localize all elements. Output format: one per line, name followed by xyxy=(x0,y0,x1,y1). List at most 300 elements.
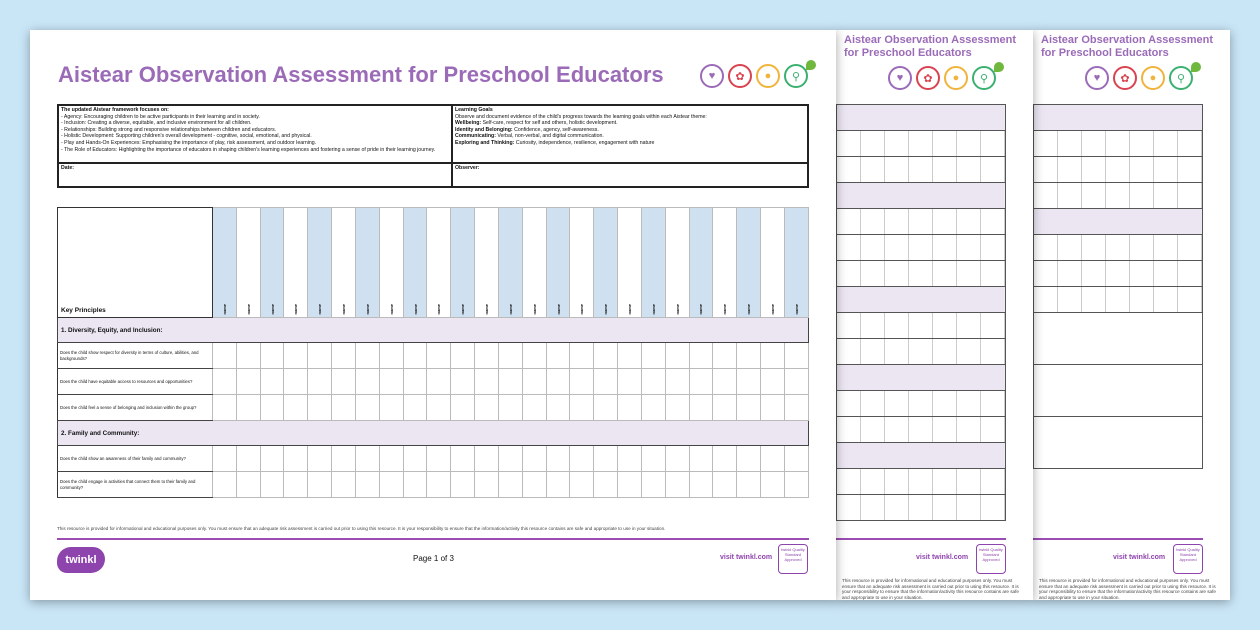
observation-cell[interactable] xyxy=(355,343,379,369)
observation-cell[interactable] xyxy=(909,209,933,234)
name-column-header[interactable] xyxy=(355,208,379,318)
observation-cell[interactable] xyxy=(379,395,403,421)
observation-cell[interactable] xyxy=(1058,157,1082,182)
observation-cell[interactable] xyxy=(933,313,957,338)
name-label: name xyxy=(698,303,704,314)
observation-cell[interactable] xyxy=(1034,183,1058,208)
observation-cell[interactable] xyxy=(957,131,981,156)
observation-cell[interactable] xyxy=(332,446,356,472)
observation-cell[interactable] xyxy=(308,369,332,395)
question-text: Does the child have equitable access to resources and opportunities? xyxy=(58,369,213,395)
name-column-header[interactable] xyxy=(689,208,713,318)
observation-cell[interactable] xyxy=(403,446,427,472)
question-text: Does the child show an awareness of their family and community? xyxy=(58,446,213,472)
observation-cell[interactable] xyxy=(236,369,260,395)
observation-cell[interactable] xyxy=(861,209,885,234)
observation-cell[interactable] xyxy=(1082,157,1106,182)
observation-cell[interactable] xyxy=(837,391,861,416)
observation-cell[interactable] xyxy=(546,395,570,421)
name-column-header[interactable] xyxy=(665,208,689,318)
observation-cell[interactable] xyxy=(837,495,861,520)
observation-cell[interactable] xyxy=(403,369,427,395)
name-label: name xyxy=(364,303,370,314)
observation-cell[interactable] xyxy=(1034,157,1058,182)
observation-cell[interactable] xyxy=(618,446,642,472)
observation-cell[interactable] xyxy=(522,343,546,369)
observation-cell[interactable] xyxy=(957,417,981,442)
observation-cell[interactable] xyxy=(570,343,594,369)
observation-cell[interactable] xyxy=(1130,131,1154,156)
observation-cell[interactable] xyxy=(957,313,981,338)
observation-cell[interactable] xyxy=(981,261,1005,286)
observation-cell[interactable] xyxy=(837,261,861,286)
observation-cell[interactable] xyxy=(451,395,475,421)
observation-cell[interactable] xyxy=(1082,287,1106,312)
observation-cell[interactable] xyxy=(213,369,237,395)
observation-cell[interactable] xyxy=(236,472,260,498)
observation-cell[interactable] xyxy=(403,343,427,369)
observation-cell[interactable] xyxy=(861,495,885,520)
observation-cell[interactable] xyxy=(308,395,332,421)
observation-cell[interactable] xyxy=(1106,235,1130,260)
observation-cell[interactable] xyxy=(981,235,1005,260)
observation-cell[interactable] xyxy=(1106,157,1130,182)
observation-cell[interactable] xyxy=(498,369,522,395)
observation-cell[interactable] xyxy=(1178,261,1202,286)
observation-cell[interactable] xyxy=(546,343,570,369)
observation-cell[interactable] xyxy=(861,313,885,338)
observation-cell[interactable] xyxy=(641,369,665,395)
observation-cell[interactable] xyxy=(1130,235,1154,260)
observation-cell[interactable] xyxy=(981,495,1005,520)
observation-cell[interactable] xyxy=(1034,131,1058,156)
observation-cell[interactable] xyxy=(355,472,379,498)
observation-cell[interactable] xyxy=(837,235,861,260)
visit-link[interactable]: visit twinkl.com xyxy=(720,554,773,561)
observation-cell[interactable] xyxy=(1058,183,1082,208)
observation-cell[interactable] xyxy=(1058,261,1082,286)
observation-cell[interactable] xyxy=(355,446,379,472)
observation-cell[interactable] xyxy=(213,472,237,498)
observation-cell[interactable] xyxy=(355,369,379,395)
observation-cell[interactable] xyxy=(861,391,885,416)
observation-cell[interactable] xyxy=(885,209,909,234)
observation-cell[interactable] xyxy=(1154,131,1178,156)
observation-cell[interactable] xyxy=(761,446,785,472)
observation-cell[interactable] xyxy=(498,472,522,498)
observation-cell[interactable] xyxy=(1106,261,1130,286)
observation-cell[interactable] xyxy=(570,446,594,472)
observation-cell[interactable] xyxy=(641,472,665,498)
observation-cell[interactable] xyxy=(308,472,332,498)
observation-cell[interactable] xyxy=(1034,261,1058,286)
observation-cell[interactable] xyxy=(641,446,665,472)
observation-cell[interactable] xyxy=(475,343,499,369)
observation-cell[interactable] xyxy=(665,472,689,498)
observation-cell[interactable] xyxy=(1082,261,1106,286)
observation-cell[interactable] xyxy=(909,339,933,364)
observation-cell[interactable] xyxy=(761,343,785,369)
observation-cell[interactable] xyxy=(641,395,665,421)
observation-cell[interactable] xyxy=(837,313,861,338)
name-column-header[interactable] xyxy=(236,208,260,318)
observation-cell[interactable] xyxy=(546,369,570,395)
observation-cell[interactable] xyxy=(689,395,713,421)
observation-cell[interactable] xyxy=(1154,183,1178,208)
name-column-header[interactable] xyxy=(761,208,785,318)
observation-cell[interactable] xyxy=(332,472,356,498)
observation-cell[interactable] xyxy=(1130,261,1154,286)
observation-cell[interactable] xyxy=(260,369,284,395)
observation-cell[interactable] xyxy=(784,395,808,421)
observation-cell[interactable] xyxy=(885,391,909,416)
observation-cell[interactable] xyxy=(1106,131,1130,156)
observation-cell[interactable] xyxy=(957,157,981,182)
observation-cell[interactable] xyxy=(981,339,1005,364)
observation-cell[interactable] xyxy=(981,469,1005,494)
name-label: name xyxy=(507,303,513,314)
observation-cell[interactable] xyxy=(308,343,332,369)
name-column-header[interactable] xyxy=(522,208,546,318)
observation-cell[interactable] xyxy=(570,369,594,395)
observation-cell[interactable] xyxy=(594,369,618,395)
observation-cell[interactable] xyxy=(957,261,981,286)
observation-cell[interactable] xyxy=(1106,183,1130,208)
section-row xyxy=(1033,105,1203,131)
observation-cell[interactable] xyxy=(260,343,284,369)
goal-item xyxy=(455,140,805,147)
name-column-header[interactable] xyxy=(570,208,594,318)
visit-link[interactable]: visit twinkl.com xyxy=(916,554,969,561)
observation-cell[interactable] xyxy=(761,472,785,498)
observation-cell[interactable] xyxy=(522,395,546,421)
observation-cell[interactable] xyxy=(933,495,957,520)
observation-cell[interactable] xyxy=(451,369,475,395)
name-column-header[interactable] xyxy=(498,208,522,318)
observer-field[interactable] xyxy=(452,163,808,187)
framework-item: - Play and Hands-On Experiences: Emphasising the importance of play, risk assessment, and outdoor learning. xyxy=(61,139,317,146)
observation-cell[interactable] xyxy=(981,157,1005,182)
observation-cell[interactable] xyxy=(594,472,618,498)
observation-cell[interactable] xyxy=(665,343,689,369)
observation-cell[interactable] xyxy=(837,131,861,156)
observation-cell[interactable] xyxy=(957,339,981,364)
observation-cell[interactable] xyxy=(737,446,761,472)
table-row xyxy=(1033,417,1203,469)
observation-cell[interactable] xyxy=(475,446,499,472)
observation-cell[interactable] xyxy=(1058,235,1082,260)
observation-cell[interactable] xyxy=(689,369,713,395)
question-text: Does the child feel a sense of belonging and inclusion within the group? xyxy=(58,395,213,421)
name-column-header[interactable] xyxy=(213,208,237,318)
name-column-header[interactable] xyxy=(260,208,284,318)
table-row xyxy=(836,235,1006,261)
observation-cell[interactable] xyxy=(1034,235,1058,260)
observation-cell[interactable] xyxy=(909,469,933,494)
name-column-header[interactable] xyxy=(713,208,737,318)
name-column-header[interactable] xyxy=(427,208,451,318)
observation-cell[interactable] xyxy=(837,469,861,494)
observation-cell[interactable] xyxy=(933,131,957,156)
observation-cell[interactable] xyxy=(1178,183,1202,208)
observation-cell[interactable] xyxy=(1130,287,1154,312)
observation-cell[interactable] xyxy=(885,261,909,286)
observation-cell[interactable] xyxy=(737,472,761,498)
observation-cell[interactable] xyxy=(713,369,737,395)
name-column-header[interactable] xyxy=(546,208,570,318)
observation-cell[interactable] xyxy=(641,343,665,369)
observation-cell[interactable] xyxy=(885,235,909,260)
observation-cell[interactable] xyxy=(933,157,957,182)
name-column-header[interactable] xyxy=(641,208,665,318)
observation-cell[interactable] xyxy=(284,369,308,395)
observation-cell[interactable] xyxy=(981,417,1005,442)
observation-cell[interactable] xyxy=(498,395,522,421)
observation-cell[interactable] xyxy=(475,472,499,498)
observation-cell[interactable] xyxy=(957,469,981,494)
observation-cell[interactable] xyxy=(260,395,284,421)
name-label: name xyxy=(269,303,275,314)
observation-cell[interactable] xyxy=(1082,235,1106,260)
observation-cell[interactable] xyxy=(236,395,260,421)
name-column-header[interactable] xyxy=(379,208,403,318)
observation-cell[interactable] xyxy=(933,209,957,234)
observation-cell[interactable] xyxy=(909,417,933,442)
observation-cell[interactable] xyxy=(213,446,237,472)
observation-cell[interactable] xyxy=(784,472,808,498)
observation-cell[interactable] xyxy=(475,369,499,395)
observation-cell[interactable] xyxy=(933,261,957,286)
observation-cell[interactable] xyxy=(1154,261,1178,286)
observation-cell[interactable] xyxy=(861,417,885,442)
name-column-header[interactable] xyxy=(594,208,618,318)
goal-item xyxy=(455,127,805,134)
observation-cell[interactable] xyxy=(909,313,933,338)
leaf-icon xyxy=(994,62,1004,72)
observation-cell[interactable] xyxy=(909,495,933,520)
observation-cell[interactable] xyxy=(909,131,933,156)
observation-cell[interactable] xyxy=(909,261,933,286)
goal-label: Exploring and Thinking: xyxy=(455,139,515,146)
table-row xyxy=(836,339,1006,365)
assessment-table xyxy=(57,207,809,498)
observation-cell[interactable] xyxy=(451,343,475,369)
observation-cell[interactable] xyxy=(594,446,618,472)
observation-cell[interactable] xyxy=(1058,131,1082,156)
observation-cell[interactable] xyxy=(861,469,885,494)
observation-cell[interactable] xyxy=(933,391,957,416)
observation-cell[interactable] xyxy=(885,313,909,338)
observation-cell[interactable] xyxy=(1130,157,1154,182)
observation-cell[interactable] xyxy=(737,395,761,421)
observation-cell[interactable] xyxy=(236,343,260,369)
observation-cell[interactable] xyxy=(332,395,356,421)
observation-cell[interactable] xyxy=(861,131,885,156)
observation-cell[interactable] xyxy=(981,313,1005,338)
observation-cell[interactable] xyxy=(784,369,808,395)
observation-cell[interactable] xyxy=(236,446,260,472)
disclaimer: This resource is provided for informational and educational purposes only. You must ensure that an adequate risk assessment is carried out prior to using this resource. It is your responsibility to ensure that the information/activity this resource contains are safe and appropriate to use in your situation. xyxy=(57,526,666,531)
observation-cell[interactable] xyxy=(737,343,761,369)
observation-cell[interactable] xyxy=(355,395,379,421)
observation-cell[interactable] xyxy=(981,391,1005,416)
observation-cell[interactable] xyxy=(618,472,642,498)
observation-cell[interactable] xyxy=(1154,287,1178,312)
observation-cell[interactable] xyxy=(570,472,594,498)
observation-cell[interactable] xyxy=(1130,183,1154,208)
observation-cell[interactable] xyxy=(933,235,957,260)
observation-cell[interactable] xyxy=(761,369,785,395)
name-label: name xyxy=(221,303,227,314)
observation-cell[interactable] xyxy=(379,369,403,395)
name-column-header[interactable] xyxy=(332,208,356,318)
observation-cell[interactable] xyxy=(379,472,403,498)
observation-cell[interactable] xyxy=(213,343,237,369)
observation-cell[interactable] xyxy=(1106,287,1130,312)
observation-cell[interactable] xyxy=(981,131,1005,156)
observation-cell[interactable] xyxy=(885,131,909,156)
observation-cell[interactable] xyxy=(1034,287,1058,312)
observation-cell[interactable] xyxy=(594,343,618,369)
observation-cell[interactable] xyxy=(1154,157,1178,182)
observation-cell[interactable] xyxy=(284,395,308,421)
observation-cell[interactable] xyxy=(522,472,546,498)
observation-cell[interactable] xyxy=(284,446,308,472)
observation-cell[interactable] xyxy=(427,446,451,472)
disclaimer: This resource is provided for informational and educational purposes only. You must ensure that an adequate risk assessment is carried out prior to using this resource. It is your responsibility to ensure that the information/activity this resource contains are safe and appropriate to use in your situation. xyxy=(842,578,1019,600)
visit-link[interactable]: visit twinkl.com xyxy=(1113,554,1166,561)
name-column-header[interactable] xyxy=(284,208,308,318)
page-title: Aistear Observation Assessment for Preschool Educators xyxy=(58,62,664,87)
observation-cell[interactable] xyxy=(933,469,957,494)
observation-cell[interactable] xyxy=(909,391,933,416)
observation-cell[interactable] xyxy=(332,343,356,369)
observation-cell[interactable] xyxy=(837,209,861,234)
table-row xyxy=(1033,287,1203,313)
observation-cell[interactable] xyxy=(594,395,618,421)
observation-cell[interactable] xyxy=(713,446,737,472)
observation-cell[interactable] xyxy=(784,446,808,472)
observation-cell[interactable] xyxy=(665,369,689,395)
name-column-header[interactable] xyxy=(403,208,427,318)
observation-cell[interactable] xyxy=(379,446,403,472)
observer-label: Observer: xyxy=(455,165,480,171)
observation-cell[interactable] xyxy=(689,472,713,498)
observation-cell[interactable] xyxy=(427,395,451,421)
observation-cell[interactable] xyxy=(885,469,909,494)
observation-cell[interactable] xyxy=(885,417,909,442)
observation-cell[interactable] xyxy=(885,157,909,182)
observation-cell[interactable] xyxy=(498,343,522,369)
observation-cell[interactable] xyxy=(284,343,308,369)
observation-cell[interactable] xyxy=(451,472,475,498)
observation-cell[interactable] xyxy=(837,339,861,364)
observation-cell[interactable] xyxy=(761,395,785,421)
observation-cell[interactable] xyxy=(837,417,861,442)
observation-cell[interactable] xyxy=(909,235,933,260)
name-column-header[interactable] xyxy=(618,208,642,318)
observation-cell[interactable] xyxy=(618,369,642,395)
observation-cell[interactable] xyxy=(957,495,981,520)
section-row xyxy=(58,318,809,343)
date-field[interactable] xyxy=(58,163,452,187)
observation-cell[interactable] xyxy=(1082,131,1106,156)
observation-cell[interactable] xyxy=(403,472,427,498)
observation-cell[interactable] xyxy=(522,369,546,395)
observation-cell[interactable] xyxy=(861,157,885,182)
observation-cell[interactable] xyxy=(427,343,451,369)
observation-cell[interactable] xyxy=(260,446,284,472)
observation-cell[interactable] xyxy=(861,261,885,286)
observation-cell[interactable] xyxy=(861,339,885,364)
observation-cell[interactable] xyxy=(1082,183,1106,208)
observation-cell[interactable] xyxy=(475,395,499,421)
observation-cell[interactable] xyxy=(837,157,861,182)
observation-cell[interactable] xyxy=(909,157,933,182)
observation-cell[interactable] xyxy=(957,209,981,234)
observation-cell[interactable] xyxy=(379,343,403,369)
observation-cell[interactable] xyxy=(957,235,981,260)
name-column-header[interactable] xyxy=(475,208,499,318)
observation-cell[interactable] xyxy=(618,395,642,421)
observation-cell[interactable] xyxy=(213,395,237,421)
observation-cell[interactable] xyxy=(1058,287,1082,312)
observation-cell[interactable] xyxy=(498,446,522,472)
observation-cell[interactable] xyxy=(957,391,981,416)
observation-cell[interactable] xyxy=(981,209,1005,234)
observation-cell[interactable] xyxy=(689,343,713,369)
observation-cell[interactable] xyxy=(737,369,761,395)
observation-cell[interactable] xyxy=(861,235,885,260)
name-column-header[interactable] xyxy=(451,208,475,318)
observation-cell[interactable] xyxy=(665,446,689,472)
name-column-header[interactable] xyxy=(308,208,332,318)
observation-cell[interactable] xyxy=(451,446,475,472)
observation-cell[interactable] xyxy=(713,343,737,369)
observation-cell[interactable] xyxy=(427,472,451,498)
observation-cell[interactable] xyxy=(1178,157,1202,182)
observation-cell[interactable] xyxy=(308,446,332,472)
observation-cell[interactable] xyxy=(403,395,427,421)
observation-cell[interactable] xyxy=(546,446,570,472)
observation-cell[interactable] xyxy=(713,472,737,498)
observation-cell[interactable] xyxy=(885,495,909,520)
observation-cell[interactable] xyxy=(665,395,689,421)
observation-cell[interactable] xyxy=(546,472,570,498)
observation-cell[interactable] xyxy=(1178,131,1202,156)
observation-cell[interactable] xyxy=(1178,235,1202,260)
observation-cell[interactable] xyxy=(933,417,957,442)
observation-cell[interactable] xyxy=(570,395,594,421)
name-column-header[interactable] xyxy=(737,208,761,318)
observation-cell[interactable] xyxy=(260,472,284,498)
observation-cell[interactable] xyxy=(1154,235,1178,260)
observation-cell[interactable] xyxy=(1178,287,1202,312)
observation-cell[interactable] xyxy=(933,339,957,364)
observation-cell[interactable] xyxy=(284,472,308,498)
observation-cell[interactable] xyxy=(332,369,356,395)
observation-cell[interactable] xyxy=(522,446,546,472)
observation-cell[interactable] xyxy=(618,343,642,369)
observation-cell[interactable] xyxy=(885,339,909,364)
section-row xyxy=(836,365,1006,391)
observation-cell[interactable] xyxy=(689,446,713,472)
name-column-header[interactable] xyxy=(784,208,808,318)
table-row xyxy=(836,209,1006,235)
observation-cell[interactable] xyxy=(713,395,737,421)
observation-cell[interactable] xyxy=(427,369,451,395)
observation-cell[interactable] xyxy=(784,343,808,369)
